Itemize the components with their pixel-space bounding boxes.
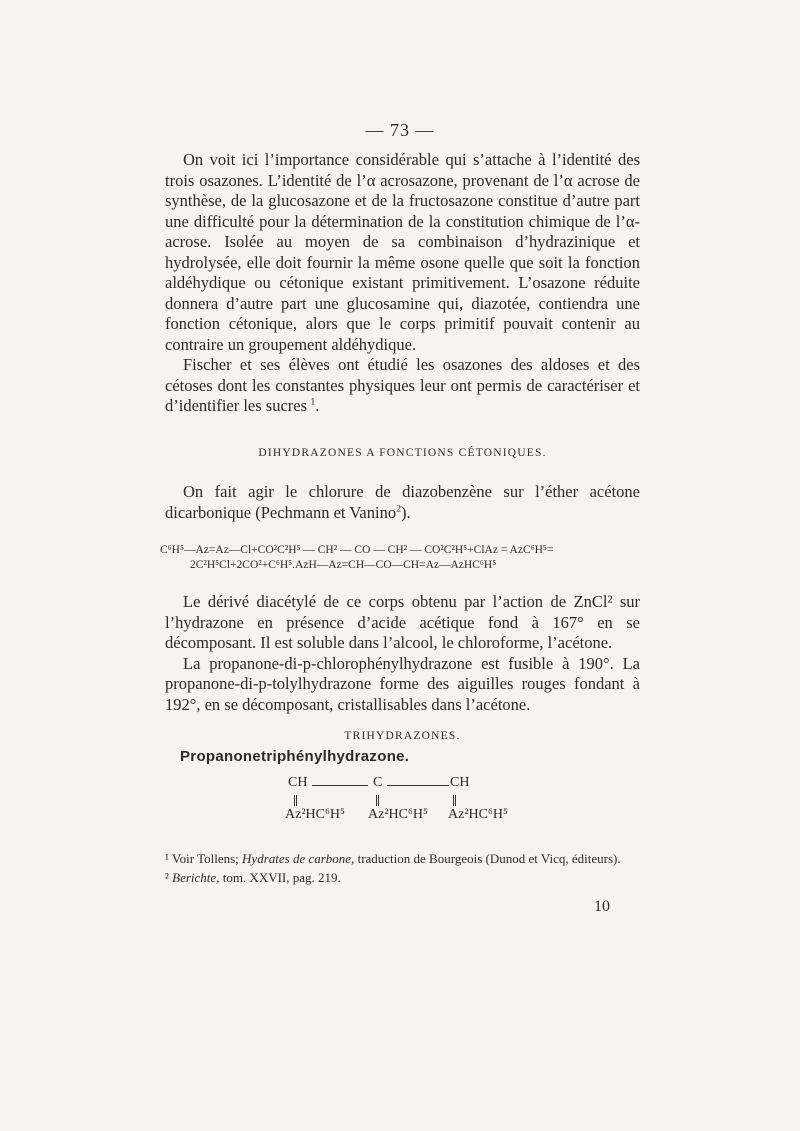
- footnote-2-title: Berichte,: [172, 870, 220, 885]
- structure-bottom-mid: Az²HC⁶H⁵: [368, 807, 428, 822]
- footnote-1-after: traduction de Bourgeois (Dunod et Vicq, éditeurs).: [354, 851, 621, 866]
- footnote-1-marker: ¹: [165, 851, 169, 866]
- footnote-ref-2: 2: [396, 503, 402, 514]
- footnote-1-before: Voir Tollens;: [171, 851, 243, 866]
- structure-top-mid: C: [373, 775, 383, 790]
- derive-paragraph-1: Le dérivé diacétylé de ce corps obtenu par l’action de ZnCl² sur l’hydrazone en présence d’acide acétique fond à 167° en se décomposant. Il est soluble dans l’alcool, le chloroforme, l’acétone.: [165, 592, 640, 652]
- structure-bottom-right: Az²HC⁶H⁵: [448, 807, 508, 822]
- structure-double-bond-right: [453, 795, 456, 806]
- pechmann-section: [165, 482, 640, 523]
- intro-section: [165, 150, 640, 417]
- structure-bond-line-1: [312, 785, 368, 786]
- intro-paragraph-1: On voit ici l’importance considérable qui s’attache à l’identité des trois osazones. L’identité de l’α acrosazone, provenant de l’α acrose de synthèse, de la glucosazone et de la fructosazone constitue d’autre part une difficulté pour la détermination de la constitution chimique de l’α-acrose. Isolée au moyen de sa combinaison d’hydrazinique et hydrolysée, elle doit fournir la même osone quelle que soit la fonction aldéhydique ou cétonique existant primitivement. L’osazone réduite donnera d’autre part une glucosamine qui, diazotée, contiendra une fonction cétonique, alors que le corps primitif pouvait contenir au contraire un groupement aldéhydique.: [165, 150, 640, 354]
- pechmann-paragraph-end: ).: [401, 502, 411, 522]
- footnote-1: [165, 850, 640, 867]
- structure-top-left: CH: [288, 775, 308, 790]
- footnote-2-marker: ²: [165, 870, 169, 885]
- intro-paragraph-2: Fischer et ses élèves ont étudié les osazones des aldoses et des cétoses dont les constantes physiques leur ont permis de caractériser et d’identifier les sucres $^1$.: [165, 355, 640, 415]
- structure-bottom-left: Az²HC⁶H⁵: [285, 807, 345, 822]
- compound-name: Propanonetriphénylhydrazone.: [180, 748, 410, 765]
- footnote-1-title: Hydrates de carbone,: [242, 851, 355, 866]
- structure-double-bond-left: [294, 795, 297, 806]
- equation-line-2: 2C²H⁵Cl+2CO²+C⁶H⁵.AzH—Az=CH—CO—CH=Az—AzHC⁶H⁵: [190, 559, 497, 571]
- structural-formula: [280, 775, 540, 835]
- footnote-ref-1: 1: [310, 396, 316, 408]
- page-number: — 73 —: [365, 120, 435, 140]
- footnote-2: [165, 869, 640, 886]
- pechmann-paragraph-text: On fait agir le chlorure de diazobenzène sur l’éther acétone dicarbonique (Pechmann et Vanino: [165, 482, 640, 522]
- derive-section: [165, 592, 640, 715]
- footnotes: [165, 850, 640, 888]
- intro-paragraph-2-text: Fischer et ses élèves ont étudié les osazones des aldoses et des cétoses dont les constantes physiques leur ont permis de caractériser et d’identifier les sucres: [165, 355, 640, 415]
- section-heading-dihydrazones: DIHYDRAZONES A FONCTIONS CÉTONIQUES.: [258, 447, 547, 459]
- pechmann-paragraph: [165, 482, 640, 523]
- equation-line-1: C⁶H⁵—Az=Az—Cl+CO²C²H⁵ — CH² — CO — CH² — CO²C²H⁵+ClAz = AzC⁶H⁵=: [160, 544, 554, 556]
- footnote-2-after: tom. XXVII, pag. 219.: [219, 870, 341, 885]
- signature-mark: 10: [594, 898, 610, 915]
- section-heading-trihydrazones: TRIHYDRAZONES.: [344, 730, 461, 742]
- derive-paragraph-2: La propanone-di-p-chlorophénylhydrazone est fusible à 190°. La propanone-di-p-tolylhydrazone forme des aiguilles rouges fondant à 192°, en se décomposant, cristallisables dans l’acétone.: [165, 653, 640, 714]
- structure-top-right: CH: [450, 775, 470, 790]
- structure-bond-line-2: [387, 785, 449, 786]
- structure-double-bond-mid: [376, 795, 379, 806]
